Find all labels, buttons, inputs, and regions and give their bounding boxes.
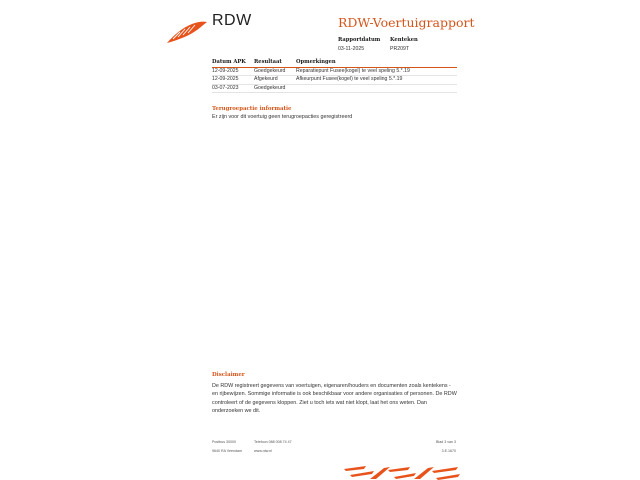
footer-website: www.rdw.nl [254, 449, 272, 453]
brand-name: RDW [212, 12, 252, 29]
cell-date: 12-09-2025 [212, 68, 239, 74]
report-date-block [338, 37, 380, 52]
apk-history-table [212, 59, 457, 93]
disclaimer-text: De RDW registreert gegevens van voertuigen, eigenaren/houders en documenten zoals kentekens - en rijbewijzen. Sommige informatie is ook beschikbaar voor andere organisaties of personen. De RDW controleert of de gegevens kloppen. Ziet u toch iets wat niet klopt, laat het ons weten. Dan onderzoeken we dit. [212, 383, 457, 415]
recall-title: Terugroepactie informatie [212, 106, 292, 112]
footer-phone: Telefoon 088 008 74 47 [254, 440, 292, 444]
table-header [212, 59, 457, 68]
cell-remarks [296, 85, 457, 92]
cell-remarks: Afkeurpunt Fusee(kogel) te veel speling 5.*.19 [296, 76, 403, 83]
header-date: Datum APK [212, 59, 246, 65]
recall-text: Er zijn voor dit voertuig geen terugroepacties geregistreerd [212, 114, 353, 120]
footer-page-number: Blad 3 van 3 [436, 440, 456, 444]
footer-city: 9640 RA Veendam [212, 449, 242, 453]
disclaimer-title: Disclaimer [212, 372, 245, 378]
report-date-value: 03-11-2025 [338, 46, 365, 52]
report-date-label: Rapportdatum [338, 37, 381, 43]
cell-result: Afgekeurd [254, 76, 278, 83]
footer-postbus: Postbus 30000 [212, 440, 236, 444]
table-row [212, 68, 457, 76]
cell-date: 12-09-2025 [212, 76, 239, 83]
table-row [212, 85, 457, 93]
table-row [212, 76, 457, 84]
plate-block [390, 37, 418, 52]
rdw-feather-logo-icon [166, 20, 208, 44]
cell-date: 03-07-2023 [212, 84, 239, 91]
rdw-footer-stripes-icon [344, 465, 462, 480]
cell-remarks: Reparatiepunt Fusee(kogel) te veel speling 5.*.19 [296, 68, 410, 74]
report-title: RDW-Voertuigrapport [338, 15, 475, 30]
header-remarks: Opmerkingen [296, 59, 336, 65]
footer-code: 3.E.1670 [441, 449, 456, 453]
plate-label: Kenteken [390, 37, 418, 43]
cell-result: Goedgekeurd [254, 84, 286, 91]
cell-result: Goedgekeurd [254, 68, 286, 74]
header-result: Resultaat [254, 59, 282, 65]
plate-value: PR209T [390, 46, 410, 52]
